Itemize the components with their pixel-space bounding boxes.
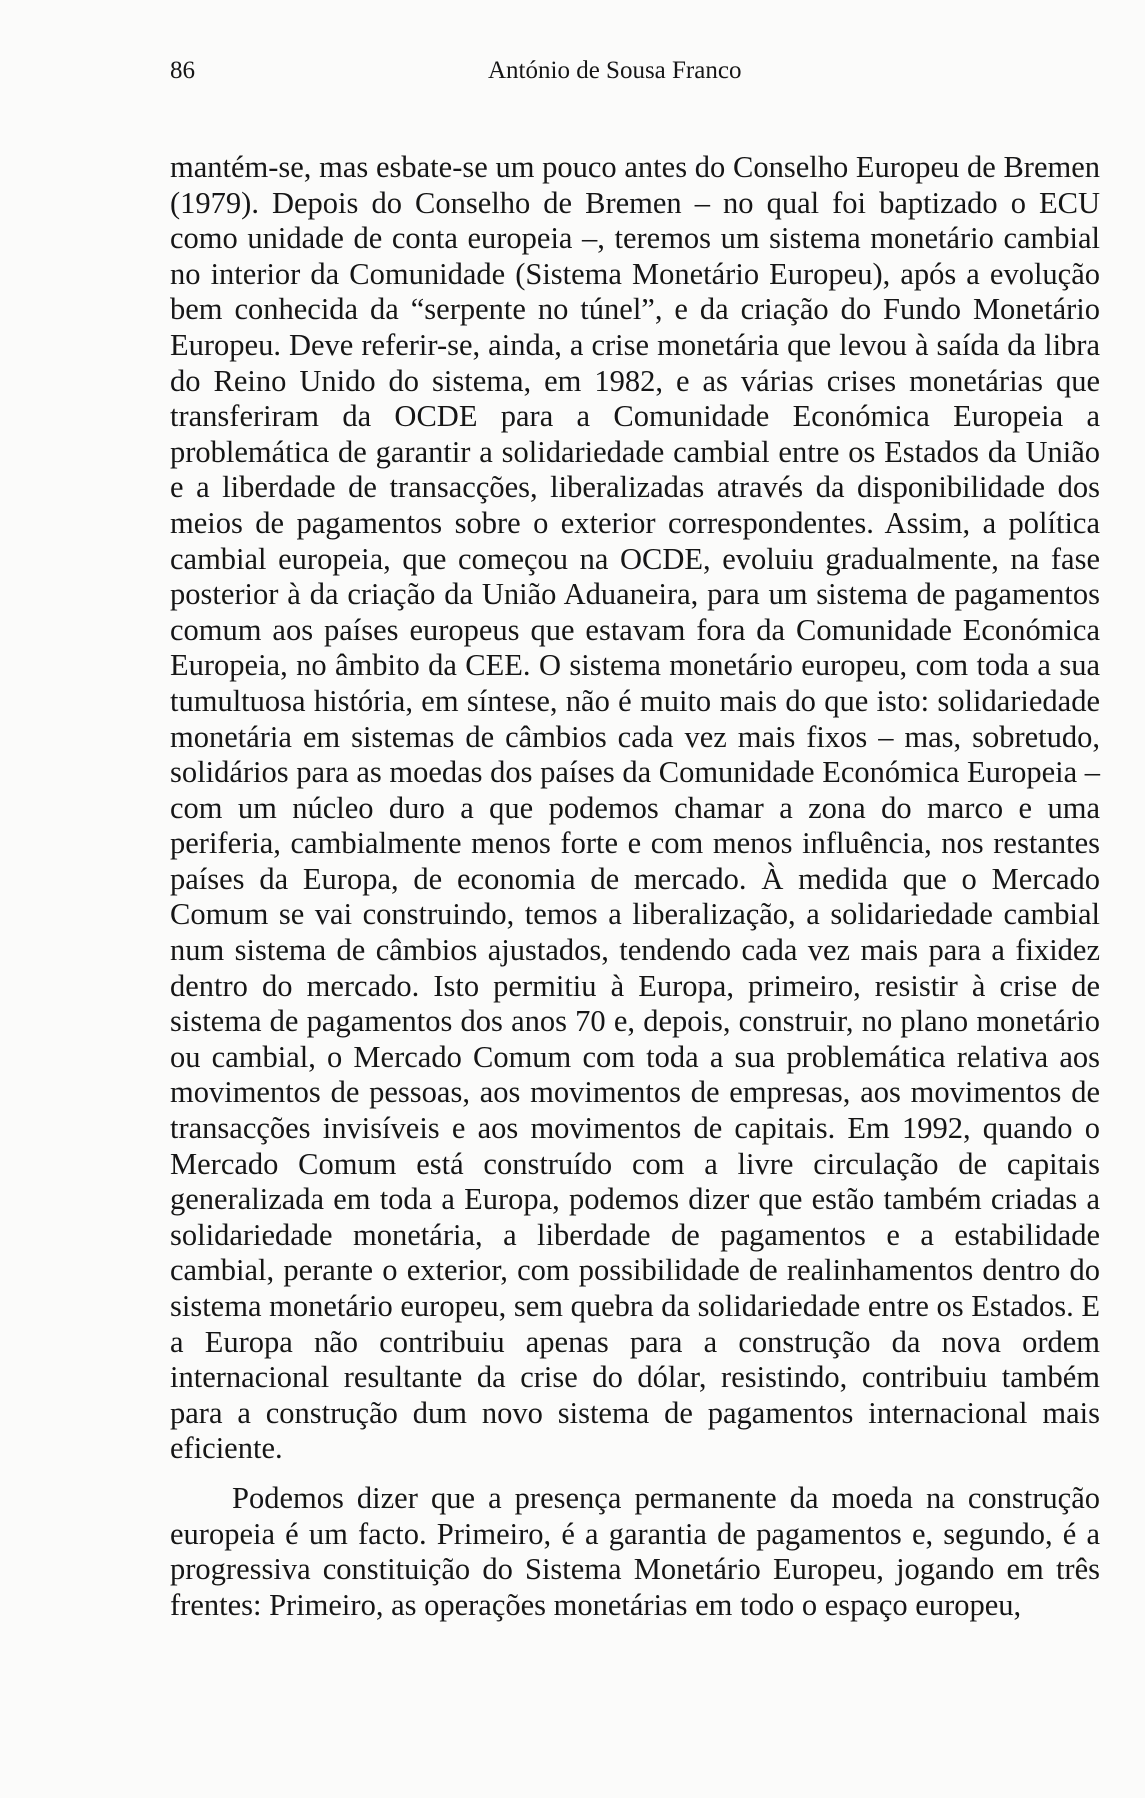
body-text [170, 150, 1100, 1623]
paragraph-indented: Podemos dizer que a presença permanente da moeda na construção europeia é um facto. Primeiro, é a garantia de pagamentos e, segundo, é a progressiva constituição do Sistema Monetário Europeu, jogando em três frentes: Primeiro, as operações monetárias em todo o espaço europeu, [170, 1480, 1100, 1622]
paragraph-continued: mantém-se, mas esbate-se um pouco antes do Conselho Europeu de Bremen (1979). Depois do Conselho de Bremen – no qual foi baptizado o ECU como unidade de conta europeia –, teremos um sistema monetário cambial no interior da Comunidade (Sistema Monetário Europeu), após a evolução bem conhecida da “serpente no túnel”, e da criação do Fundo Monetário Europeu. Deve referir-se, ainda, a crise monetária que levou à saída da libra do Reino Unido do sistema, em 1982, e as várias crises monetárias que transferiram da OCDE para a Comunidade Económica Europeia a problemática de garantir a solidariedade cambial entre os Estados da União e a liberdade de transacções, liberalizadas através da disponibilidade dos meios de pagamentos sobre o exterior correspondentes. Assim, a política cambial europeia, que começou na OCDE, evoluiu gradualmente, na fase posterior à da criação da União Aduaneira, para um sistema de pagamentos comum aos países europeus que estavam fora da Comunidade Económica Europeia, no âmbito da CEE. O sistema monetário europeu, com toda a sua tumultuosa história, em síntese, não é muito mais do que isto: solidariedade monetária em sistemas de câmbios cada vez mais fixos – mas, sobretudo, solidários para as moedas dos países da Comunidade Económica Europeia – com um núcleo duro a que podemos chamar a zona do marco e uma periferia, cambialmente menos forte e com menos influência, nos restantes países da Europa, de economia de mercado. À medida que o Mercado Comum se vai construindo, temos a liberalização, a solidariedade cambial num sistema de câmbios ajustados, tendendo cada vez mais para a fixidez dentro do mercado. Isto permitiu à Europa, primeiro, resistir à crise de sistema de pagamentos dos anos 70 e, depois, construir, no plano monetário ou cambial, o Mercado Comum com toda a sua problemática relativa aos movimentos de pessoas, aos movimentos de empresas, aos movimentos de transacções invisíveis e aos movimentos de capitais. Em 1992, quando o Mercado Comum está construído com a livre circulação de capitais generalizada em toda a Europa, podemos dizer que estão também criadas a solidariedade monetária, a liberdade de pagamentos e a estabilidade cambial, perante o exterior, com possibilidade de realinhamentos dentro do sistema monetário europeu, sem quebra da solidariedade entre os Estados. E a Europa não contribuiu apenas para a construção da nova ordem internacional resultante da crise do dólar, resistindo, contribuiu também para a construção dum novo sistema de pagamentos internacional mais eficiente. [170, 150, 1100, 1466]
page-number: 86 [170, 57, 195, 84]
running-head: António de Sousa Franco [488, 57, 742, 84]
